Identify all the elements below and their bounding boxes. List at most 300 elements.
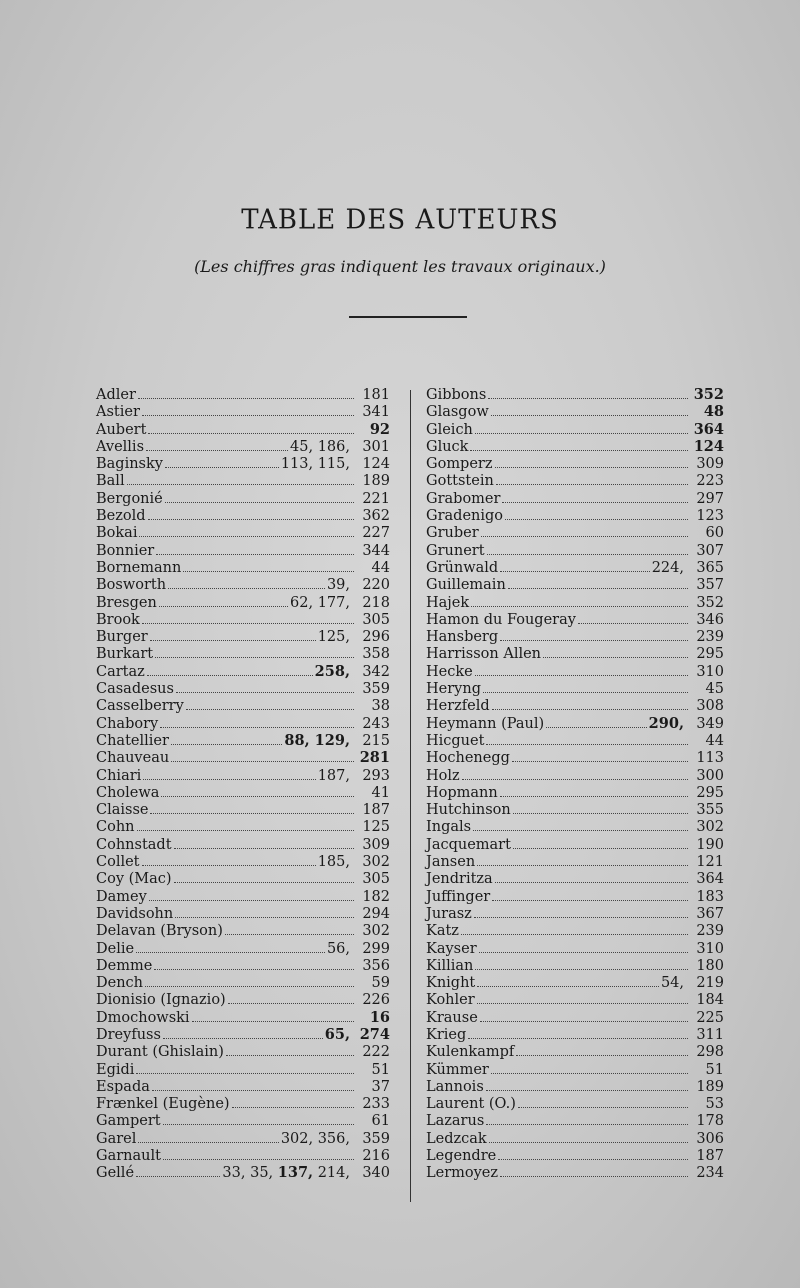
page-number: 356 xyxy=(362,957,390,974)
author-name: Kayser xyxy=(426,940,477,957)
author-name: Hochenegg xyxy=(426,750,510,767)
index-entry xyxy=(96,628,390,645)
leader-dots xyxy=(462,767,688,780)
page-number: 44 xyxy=(705,732,724,749)
page-reference: 62, 177, xyxy=(290,594,350,611)
page-number: 307 xyxy=(696,542,724,559)
author-name: Gruber xyxy=(426,525,479,542)
author-name: Hicguet xyxy=(426,732,485,749)
author-name: Dench xyxy=(96,975,144,992)
leader-dots xyxy=(147,663,313,676)
author-name: Bornemann xyxy=(96,559,182,576)
author-name: Dmochowski xyxy=(96,1009,190,1026)
page-number: 306 xyxy=(696,1130,724,1147)
leader-dots xyxy=(138,386,354,399)
index-entry xyxy=(96,853,390,870)
page-references xyxy=(318,854,350,871)
leader-dots xyxy=(142,853,316,866)
page-reference: 88, 129, xyxy=(284,731,350,749)
leader-dots xyxy=(512,749,688,762)
page-number: 274 xyxy=(359,1025,390,1043)
page-references xyxy=(318,768,350,785)
author-name: Harrisson Allen xyxy=(426,646,542,663)
page-number: 16 xyxy=(369,1008,390,1026)
leader-dots xyxy=(136,940,325,953)
page-reference: 258, xyxy=(314,662,350,680)
page-number: 309 xyxy=(362,836,390,853)
leader-dots xyxy=(176,680,354,693)
leader-dots xyxy=(225,922,354,935)
index-entry xyxy=(96,386,390,403)
leader-dots xyxy=(143,767,315,780)
author-name: Legendre xyxy=(426,1148,497,1165)
author-name: Brook xyxy=(96,611,140,628)
author-name: Katz xyxy=(426,923,459,940)
page-reference: 33, 35, xyxy=(222,1165,274,1182)
title-divider xyxy=(349,316,467,318)
leader-dots xyxy=(174,870,354,883)
index-entry xyxy=(96,888,390,905)
author-name: Gomperz xyxy=(426,456,493,473)
index-entry xyxy=(426,611,724,628)
index-entry xyxy=(96,421,390,438)
index-entry xyxy=(426,818,724,835)
leader-dots xyxy=(474,905,688,918)
leader-dots xyxy=(495,870,688,883)
author-name: Jendritza xyxy=(426,871,493,888)
page-number: 352 xyxy=(693,386,724,403)
author-name: Chauveau xyxy=(96,750,170,767)
page-number: 297 xyxy=(696,490,724,507)
author-name: Burger xyxy=(96,629,148,646)
leader-dots xyxy=(487,542,688,555)
index-entry xyxy=(426,1112,724,1129)
leader-dots xyxy=(518,1095,688,1108)
author-name: Burkart xyxy=(96,646,154,663)
author-name: Bosworth xyxy=(96,577,167,594)
index-entry xyxy=(426,1078,724,1095)
leader-dots xyxy=(543,645,688,658)
index-entry xyxy=(96,940,390,957)
index-entry xyxy=(426,576,724,593)
index-entry xyxy=(426,403,724,420)
page-reference: 125, xyxy=(317,629,350,646)
page-number: 51 xyxy=(705,1061,724,1078)
leader-dots xyxy=(136,1061,354,1074)
page-number: 364 xyxy=(696,871,724,888)
leader-dots xyxy=(136,1164,220,1177)
index-entry xyxy=(96,611,390,628)
author-name: Jansen xyxy=(426,854,476,871)
author-name: Heymann (Paul) xyxy=(426,715,545,732)
index-entry xyxy=(426,1009,724,1026)
index-entry xyxy=(426,1061,724,1078)
index-entry xyxy=(96,922,390,939)
leader-dots xyxy=(479,940,688,953)
index-entry xyxy=(426,888,724,905)
index-entry xyxy=(426,836,724,853)
page-references xyxy=(327,941,350,958)
author-name: Hansberg xyxy=(426,629,499,646)
author-name: Bokai xyxy=(96,525,138,542)
leader-dots xyxy=(483,680,688,693)
leader-dots xyxy=(508,576,688,589)
leader-dots xyxy=(139,524,354,537)
index-entry xyxy=(96,870,390,887)
page-number: 184 xyxy=(696,992,724,1009)
index-column-left xyxy=(96,386,390,1182)
leader-dots xyxy=(137,818,354,831)
index-entry xyxy=(96,1147,390,1164)
author-name: Kohler xyxy=(426,992,475,1009)
leader-dots xyxy=(183,559,354,572)
index-entry xyxy=(426,922,724,939)
index-entry xyxy=(426,957,724,974)
page-number: 60 xyxy=(705,525,724,542)
index-entry xyxy=(96,438,390,455)
author-name: Herzfeld xyxy=(426,698,490,715)
page-number: 182 xyxy=(362,888,390,905)
index-entry xyxy=(426,697,724,714)
author-name: Bresgen xyxy=(96,594,157,611)
leader-dots xyxy=(145,974,354,987)
author-name: Grunert xyxy=(426,542,485,559)
page-reference: 224, xyxy=(651,559,684,576)
leader-dots xyxy=(502,490,688,503)
author-name: Lannois xyxy=(426,1078,484,1095)
leader-dots xyxy=(232,1095,354,1108)
author-name: Claisse xyxy=(96,802,149,819)
leader-dots xyxy=(468,1026,688,1039)
page-reference: 39, xyxy=(326,577,350,594)
author-name: Gradenigo xyxy=(426,508,504,525)
page-number: 305 xyxy=(362,611,390,628)
page-number: 215 xyxy=(362,732,390,749)
leader-dots xyxy=(150,628,316,641)
author-name: Gampert xyxy=(96,1113,161,1130)
page-references xyxy=(652,560,684,577)
leader-dots xyxy=(473,818,688,831)
author-name: Hajek xyxy=(426,594,470,611)
page-reference: 290, xyxy=(648,714,684,732)
page-number: 365 xyxy=(696,559,724,576)
page-number: 362 xyxy=(362,508,390,525)
leader-dots xyxy=(163,1026,323,1039)
page-number: 189 xyxy=(696,1078,724,1095)
author-name: Ledzcak xyxy=(426,1130,487,1147)
index-entry xyxy=(96,680,390,697)
author-name: Bonnier xyxy=(96,542,155,559)
leader-dots xyxy=(461,922,688,935)
page-number: 295 xyxy=(696,784,724,801)
author-name: Glasgow xyxy=(426,404,489,421)
index-entry xyxy=(96,974,390,991)
page-references xyxy=(281,1131,350,1148)
index-entry xyxy=(96,594,390,611)
leader-dots xyxy=(489,1130,688,1143)
index-entry xyxy=(96,1026,390,1043)
leader-dots xyxy=(513,836,688,849)
author-name: Hutchinson xyxy=(426,802,511,819)
index-entry xyxy=(96,715,390,732)
page-number: 113 xyxy=(696,750,724,767)
leader-dots xyxy=(171,749,354,762)
page-number: 243 xyxy=(362,715,390,732)
index-entry xyxy=(426,663,724,680)
page-reference: 45, 186, xyxy=(290,438,350,455)
page-number: 181 xyxy=(362,387,390,403)
page-number: 45 xyxy=(705,681,724,698)
page-number: 367 xyxy=(696,905,724,922)
index-entry xyxy=(426,991,724,1008)
page-number: 59 xyxy=(371,975,390,992)
page-reference: 214, xyxy=(317,1165,350,1182)
leader-dots xyxy=(492,697,688,710)
index-entry xyxy=(96,836,390,853)
author-name: Chiari xyxy=(96,767,142,784)
page-number: 305 xyxy=(362,871,390,888)
page-title: TABLE DES AUTEURS xyxy=(241,204,559,236)
column-divider xyxy=(410,390,411,1202)
page-reference: 302, 356, xyxy=(280,1130,350,1147)
page-number: 349 xyxy=(696,715,724,732)
page-number: 357 xyxy=(696,577,724,594)
leader-dots xyxy=(175,905,354,918)
leader-dots xyxy=(496,472,688,485)
index-entry xyxy=(426,1164,724,1181)
index-entry xyxy=(96,524,390,541)
leader-dots xyxy=(477,991,688,1004)
author-name: Dionisio (Ignazio) xyxy=(96,992,226,1009)
author-name: Hecke xyxy=(426,663,473,680)
page-number: 340 xyxy=(362,1165,390,1182)
index-entry xyxy=(96,490,390,507)
author-name: Dreyfuss xyxy=(96,1026,161,1043)
page-number: 346 xyxy=(696,611,724,628)
author-name: Gibbons xyxy=(426,387,487,403)
page-number: 301 xyxy=(362,438,390,455)
page-number: 48 xyxy=(703,403,724,421)
leader-dots xyxy=(142,403,354,416)
index-entry xyxy=(96,697,390,714)
page-number: 310 xyxy=(696,663,724,680)
author-name: Lazarus xyxy=(426,1113,485,1130)
page-references xyxy=(290,439,350,456)
page-number: 223 xyxy=(696,473,724,490)
leader-dots xyxy=(149,888,354,901)
leader-dots xyxy=(495,455,689,468)
author-name: Garnault xyxy=(96,1148,161,1165)
author-name: Kümmer xyxy=(426,1061,489,1078)
index-entry xyxy=(96,957,390,974)
page-reference: 65, xyxy=(324,1025,350,1043)
author-name: Casadesus xyxy=(96,681,174,698)
index-entry xyxy=(426,421,724,438)
leader-dots xyxy=(546,715,647,728)
author-name: Adler xyxy=(96,387,136,403)
page-number: 293 xyxy=(362,767,390,784)
page-number: 124 xyxy=(362,456,390,473)
page-number: 124 xyxy=(693,437,724,455)
page-number: 218 xyxy=(362,594,390,611)
author-name: Espada xyxy=(96,1078,150,1095)
author-name: Juffinger xyxy=(426,888,491,905)
author-name: Grünwald xyxy=(426,559,499,576)
page-number: 219 xyxy=(696,975,724,992)
leader-dots xyxy=(127,472,354,485)
leader-dots xyxy=(477,974,659,987)
leader-dots xyxy=(486,1112,688,1125)
page-references xyxy=(325,1026,350,1044)
author-name: Egidi xyxy=(96,1061,135,1078)
page-number: 358 xyxy=(362,646,390,663)
leader-dots xyxy=(163,1112,354,1125)
page-number: 44 xyxy=(371,559,390,576)
index-entry xyxy=(426,767,724,784)
page-references xyxy=(318,629,350,646)
page-number: 311 xyxy=(696,1026,724,1043)
author-name: Jurasz xyxy=(426,905,472,922)
author-name: Krieg xyxy=(426,1026,467,1043)
author-name: Casselberry xyxy=(96,698,184,715)
page-references xyxy=(315,663,350,681)
index-entry xyxy=(426,940,724,957)
author-name: Cohn xyxy=(96,819,135,836)
leader-dots xyxy=(486,732,688,745)
leader-dots xyxy=(486,1078,688,1091)
index-entry xyxy=(96,818,390,835)
page-reference: 185, xyxy=(317,854,350,871)
page-number: 302 xyxy=(362,923,390,940)
leader-dots xyxy=(505,507,688,520)
index-entry xyxy=(426,680,724,697)
leader-dots xyxy=(138,1130,278,1143)
index-entry xyxy=(426,542,724,559)
index-entry xyxy=(96,905,390,922)
page-references xyxy=(222,1164,350,1182)
page-number: 180 xyxy=(696,957,724,974)
leader-dots xyxy=(155,645,354,658)
page-references xyxy=(290,595,350,612)
leader-dots xyxy=(475,957,688,970)
page-number: 302 xyxy=(696,819,724,836)
author-name: Krause xyxy=(426,1009,478,1026)
leader-dots xyxy=(481,524,688,537)
index-entry xyxy=(426,455,724,472)
leader-dots xyxy=(152,1078,354,1091)
leader-dots xyxy=(471,594,688,607)
author-name: Damey xyxy=(96,888,147,905)
author-name: Garel xyxy=(96,1130,137,1147)
index-entry xyxy=(96,767,390,784)
index-entry xyxy=(426,472,724,489)
index-entry xyxy=(96,1112,390,1129)
leader-dots xyxy=(491,403,688,416)
page-references xyxy=(661,975,684,992)
index-entry xyxy=(426,715,724,732)
index-entry xyxy=(96,1009,390,1026)
index-entry xyxy=(426,732,724,749)
index-column-right xyxy=(426,386,724,1182)
page-number: 344 xyxy=(362,542,390,559)
page-number: 308 xyxy=(696,698,724,715)
index-entry xyxy=(96,784,390,801)
index-entry xyxy=(96,645,390,662)
index-entry xyxy=(96,1130,390,1147)
author-name: Grabomer xyxy=(426,490,501,507)
author-name: Cholewa xyxy=(96,784,160,801)
author-name: Knight xyxy=(426,975,476,992)
leader-dots xyxy=(165,455,279,468)
index-entry xyxy=(426,559,724,576)
page-number: 298 xyxy=(696,1044,724,1061)
index-entry xyxy=(96,507,390,524)
author-name: Killian xyxy=(426,957,474,974)
page-number: 125 xyxy=(362,819,390,836)
author-name: Gleich xyxy=(426,421,473,438)
author-name: Davidsohn xyxy=(96,905,174,922)
author-name: Bergonié xyxy=(96,490,163,507)
leader-dots xyxy=(226,1043,354,1056)
page-reference: 54, xyxy=(660,975,684,992)
leader-dots xyxy=(491,1061,688,1074)
author-name: Aubert xyxy=(96,421,147,438)
author-name: Holz xyxy=(426,767,460,784)
leader-dots xyxy=(470,438,688,451)
index-entry xyxy=(426,645,724,662)
page-number: 41 xyxy=(371,784,390,801)
index-entry xyxy=(426,628,724,645)
index-entry xyxy=(426,974,724,991)
author-name: Delavan (Bryson) xyxy=(96,923,223,940)
author-name: Gottstein xyxy=(426,473,494,490)
leader-dots xyxy=(516,1043,688,1056)
leader-dots xyxy=(500,784,688,797)
author-name: Delie xyxy=(96,940,135,957)
page-number: 302 xyxy=(362,854,390,871)
page-number: 300 xyxy=(696,767,724,784)
page-number: 364 xyxy=(693,420,724,438)
author-name: Lermoyez xyxy=(426,1165,499,1182)
index-entry xyxy=(96,576,390,593)
author-name: Hopmann xyxy=(426,784,498,801)
leader-dots xyxy=(148,421,354,434)
page-reference: 113, 115, xyxy=(280,456,350,473)
author-name: Ball xyxy=(96,473,125,490)
page-number: 220 xyxy=(362,577,390,594)
author-name: Jacquemart xyxy=(426,836,511,853)
page-number: 178 xyxy=(696,1113,724,1130)
page-references xyxy=(281,456,350,473)
leader-dots xyxy=(500,1164,688,1177)
page-subtitle: (Les chiffres gras indiquent les travaux originaux.) xyxy=(194,257,606,276)
author-name: Guillemain xyxy=(426,577,506,594)
index-entry xyxy=(96,732,390,749)
index-entry xyxy=(426,438,724,455)
index-entry xyxy=(96,991,390,1008)
leader-dots xyxy=(161,784,354,797)
leader-dots xyxy=(488,386,688,399)
page-number: 359 xyxy=(362,1130,390,1147)
index-entry xyxy=(426,386,724,403)
page-references xyxy=(284,732,350,750)
index-entry xyxy=(426,870,724,887)
page-reference: 56, xyxy=(326,940,350,957)
author-name: Baginsky xyxy=(96,456,163,473)
page-number: 222 xyxy=(362,1044,390,1061)
page-number: 296 xyxy=(362,629,390,646)
leader-dots xyxy=(492,888,688,901)
